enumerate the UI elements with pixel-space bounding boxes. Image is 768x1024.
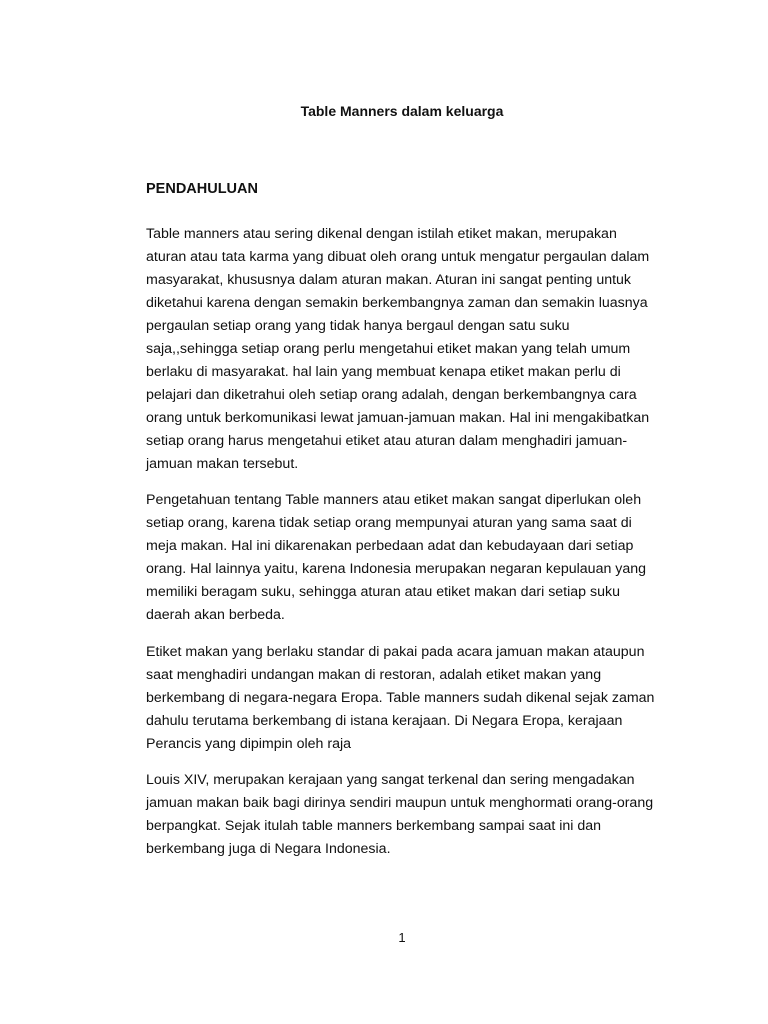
- document-title: Table Manners dalam keluarga: [300, 103, 504, 119]
- text-line: orang. Hal lainnya yaitu, karena Indonesia merupakan negaran kepulauan yang: [146, 561, 647, 577]
- text-line: pergaulan setiap orang yang tidak hanya bergaul dengan satu suku: [146, 318, 570, 334]
- text-line: berkembang di negara-negara Eropa. Table manners sudah dikenal sejak zaman: [146, 690, 655, 706]
- text-line: berpangkat. Sejak itulah table manners berkembang sampai saat ini dan: [146, 818, 602, 834]
- text-line: saja,,sehingga setiap orang perlu mengetahui etiket makan yang telah umum: [146, 341, 631, 357]
- text-line: daerah akan berbeda.: [146, 607, 285, 623]
- page-number: 1: [398, 930, 406, 945]
- text-line: Etiket makan yang berlaku standar di pakai pada acara jamuan makan ataupun: [146, 644, 645, 660]
- section-heading: PENDAHULUAN: [146, 181, 258, 197]
- text-line: Table manners atau sering dikenal dengan istilah etiket makan, merupakan: [146, 226, 617, 242]
- text-line: berkembang juga di Negara Indonesia.: [146, 841, 391, 857]
- text-line: saat menghadiri undangan makan di restoran, adalah etiket makan yang: [146, 667, 602, 683]
- text-line: masyarakat, khususnya dalam aturan makan. Aturan ini sangat penting untuk: [146, 272, 632, 288]
- text-line: meja makan. Hal ini dikarenakan perbedaan adat dan kebudayaan dari setiap: [146, 538, 634, 554]
- text-line: aturan atau tata karma yang dibuat oleh orang untuk mengatur pergaulan dalam: [146, 249, 650, 265]
- text-line: Pengetahuan tentang Table manners atau etiket makan sangat diperlukan oleh: [146, 492, 642, 508]
- text-line: memiliki beragam suku, sehingga aturan atau etiket makan dari setiap suku: [146, 584, 620, 600]
- text-line: berlaku di masyarakat. hal lain yang membuat kenapa etiket makan perlu di: [146, 364, 621, 380]
- text-line: jamuan makan baik bagi dirinya sendiri maupun untuk menghormati orang-orang: [146, 795, 654, 811]
- text-line: diketahui karena dengan semakin berkembangnya zaman dan semakin luasnya: [146, 295, 648, 311]
- text-line: Perancis yang dipimpin oleh raja: [146, 736, 352, 752]
- text-line: setiap orang, karena tidak setiap orang mempunyai aturan yang sama saat di: [146, 515, 632, 531]
- text-line: orang untuk berkomunikasi lewat jamuan-jamuan makan. Hal ini mengakibatkan: [146, 410, 650, 426]
- text-line: setiap orang harus mengetahui etiket atau aturan dalam menghadiri jamuan-: [146, 433, 628, 449]
- text-line: dahulu terutama berkembang di istana kerajaan. Di Negara Eropa, kerajaan: [146, 713, 623, 729]
- text-line: jamuan makan tersebut.: [146, 456, 299, 472]
- text-line: Louis XIV, merupakan kerajaan yang sangat terkenal dan sering mengadakan: [146, 772, 635, 788]
- text-line: pelajari dan diketrahui oleh setiap orang adalah, dengan berkembangnya cara: [146, 387, 637, 403]
